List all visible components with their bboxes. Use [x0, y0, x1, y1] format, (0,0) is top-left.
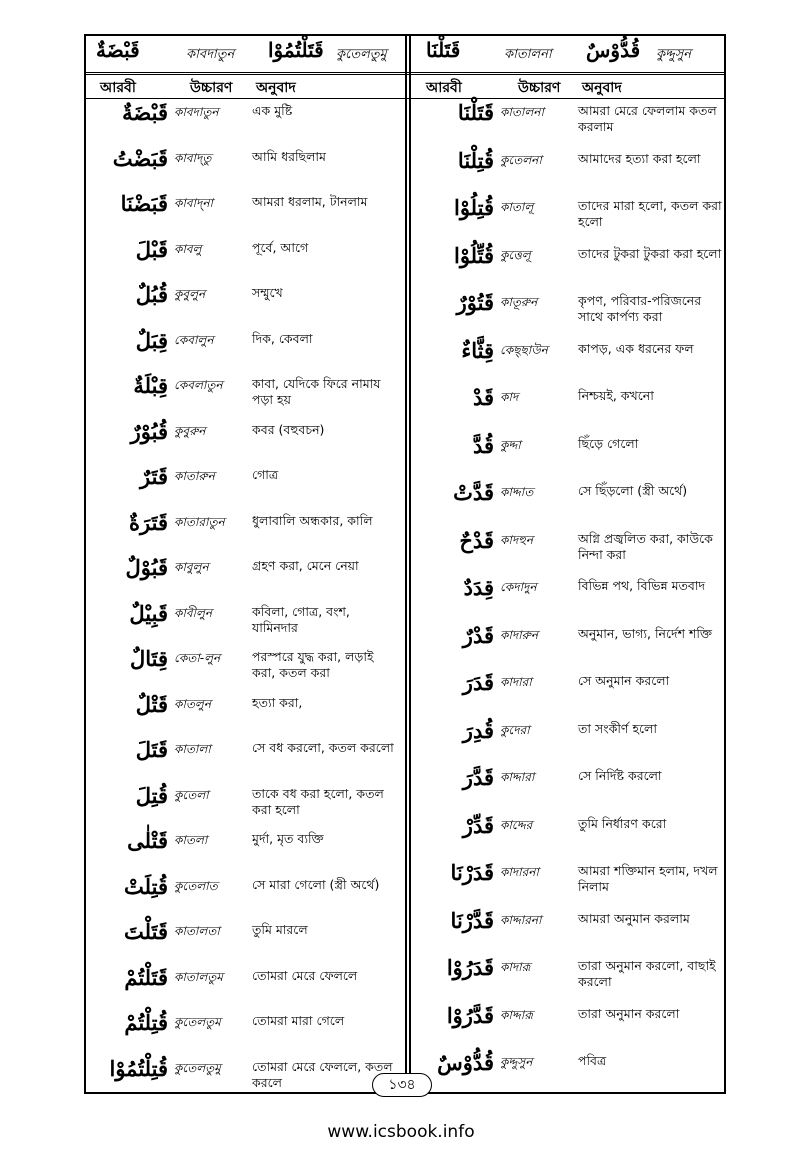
- entry-row: [412, 148, 728, 192]
- entry-row: [86, 1056, 402, 1100]
- header-arabic-2: قَتَلْتُمُوْا: [268, 38, 324, 62]
- entry-arabic-word: قَتُوْرٌ: [456, 290, 494, 315]
- entry-pronunciation: কাবলু: [174, 241, 202, 256]
- entry-row: [412, 955, 728, 999]
- entry-pronunciation: কুতেলতুম: [174, 1015, 221, 1029]
- entry-pronunciation: কাতূরুন: [500, 295, 538, 309]
- entry-row: [86, 919, 402, 963]
- entry-row: [412, 433, 728, 477]
- col-head-pron-left: উচ্চারণ: [190, 80, 233, 96]
- entry-row: [412, 243, 728, 287]
- entry-pronunciation: কুতেলা: [174, 787, 209, 802]
- entry-arabic-word: قَبُوْلٌ: [125, 555, 168, 580]
- entry-meaning: তোমরা মেরে ফেললে: [252, 967, 358, 983]
- entry-row: [86, 464, 402, 508]
- entry-pronunciation: কাদারনা: [500, 865, 539, 879]
- entry-meaning: আমরা মেরে ফেললাম কতল করলাম: [578, 103, 717, 134]
- entry-row: [86, 737, 402, 781]
- entry-row: [412, 765, 728, 809]
- entry-meaning: আমি ধরছিলাম: [252, 148, 326, 164]
- entry-pronunciation: কাতলা: [174, 833, 208, 847]
- entry-arabic-word: قَتَرَةٌ: [129, 509, 168, 535]
- entry-arabic-word: قَتَلْنَا: [457, 100, 494, 125]
- entry-meaning: ধুলাবালি অন্ধকার, কালি: [252, 512, 373, 528]
- entry-row: [86, 373, 402, 417]
- entry-row: [86, 100, 402, 144]
- entry-pronunciation: কুতেলনা: [500, 152, 542, 167]
- entry-arabic-word: قَدْحٌ: [459, 527, 494, 553]
- entry-arabic-word: قُدِرَ: [462, 717, 494, 743]
- entry-row: [412, 480, 728, 524]
- entry-row: [86, 1010, 402, 1054]
- entry-meaning: সে নির্দিষ্ট করলো: [578, 768, 662, 783]
- col-head-arabic-right: আরবী: [426, 80, 462, 96]
- entry-pronunciation: কাদ্দের: [500, 817, 533, 832]
- entry-arabic-word: قَبَضْتُ: [112, 145, 168, 171]
- entry-arabic-word: قَدَرْنَا: [450, 860, 494, 885]
- page-number: ১৩৪: [372, 1073, 432, 1097]
- entry-row: [86, 646, 402, 690]
- entry-row: [86, 828, 402, 872]
- entry-row: [412, 718, 728, 762]
- entry-row: [86, 783, 402, 827]
- entry-pronunciation: কাতারুন: [174, 469, 215, 483]
- entry-meaning: আমরা অনুমান করলাম: [578, 910, 690, 926]
- entry-row: [86, 328, 402, 372]
- entry-arabic-word: قَدِّرْ: [462, 812, 494, 838]
- entry-arabic-word: قَتَرٌ: [140, 464, 168, 489]
- entry-arabic-word: قَبْلَ: [135, 236, 168, 262]
- entry-row: [412, 100, 728, 144]
- entry-arabic-word: قَدَّرَ: [462, 765, 494, 790]
- entry-pronunciation: কাতালনা: [500, 105, 544, 119]
- entry-pronunciation: কাদ্দাত: [500, 485, 534, 499]
- entry-pronunciation: কাদ্দারনা: [500, 912, 542, 927]
- entry-arabic-word: قَدْ: [472, 385, 494, 410]
- entry-meaning: ছিঁড়ে গেলো: [578, 435, 639, 451]
- entry-pronunciation: কুদ্দুসুন: [500, 1055, 533, 1069]
- footer-url: www.icsbook.info: [327, 1122, 475, 1142]
- entry-pronunciation: কেতা-লুন: [174, 651, 221, 665]
- entry-meaning: নিশ্চয়ই, কখনো: [578, 388, 654, 403]
- entry-meaning: অনুমান, ভাগ্য, নির্দেশ শক্তি: [578, 625, 713, 641]
- entry-arabic-word: قِتَالٌ: [129, 646, 168, 671]
- entry-row: [412, 623, 728, 667]
- entry-arabic-word: قِثَّاءٌ: [461, 337, 494, 363]
- entry-meaning: তাকে বধ করা হলো, কতল করা হলো: [252, 785, 384, 817]
- entry-meaning: অগ্নি প্রজ্বলিত করা, কাউকে নিন্দা করা: [578, 530, 713, 562]
- entry-pronunciation: কেবলাতুন: [174, 378, 223, 392]
- entry-meaning: কবর (বহুবচন): [252, 421, 325, 437]
- entry-row: [86, 510, 402, 554]
- entry-pronunciation: কুদ্দা: [500, 437, 521, 452]
- entry-row: [412, 385, 728, 429]
- entry-meaning: তুমি নির্ধারণ করো: [578, 815, 667, 831]
- header-pron-1: কাবদাতুন: [186, 47, 235, 62]
- entry-row: [412, 1050, 728, 1094]
- entry-pronunciation: কাতালতা: [174, 924, 220, 938]
- entry-row: [86, 237, 402, 281]
- entry-pronunciation: কাদারুন: [500, 627, 539, 642]
- entry-row: [86, 282, 402, 326]
- entry-pronunciation: কাবদাতুন: [174, 105, 219, 119]
- entry-arabic-word: قَتَلْتَ: [124, 919, 168, 944]
- entry-pronunciation: কাবাদ্তু: [174, 150, 212, 165]
- entry-meaning: সে অনুমান করলো: [578, 673, 670, 688]
- entry-arabic-word: قُبُوْرٌ: [130, 418, 168, 444]
- entry-pronunciation: কাদহুন: [500, 532, 534, 547]
- col-head-meaning-right: অনুবাদ: [582, 80, 622, 96]
- entry-pronunciation: কুবুলুন: [174, 287, 206, 301]
- entry-meaning: পবিত্র: [578, 1053, 607, 1068]
- entry-arabic-word: قُتِلَتْ: [124, 873, 168, 899]
- entry-meaning: এক মুষ্টি: [252, 103, 293, 118]
- entry-meaning: কাপড়, এক ধরনের ফল: [578, 340, 694, 356]
- header-pron-2: কুতেলতুমু: [336, 47, 387, 62]
- entry-row: [86, 692, 402, 736]
- entry-pronunciation: কাবাদ্‌না: [174, 196, 213, 210]
- entry-meaning: তাদের মারা হলো, কতল করা হলো: [578, 198, 722, 229]
- entry-row: [86, 419, 402, 463]
- entry-meaning: কাবা, যেদিকে ফিরে নামায পড়া হয়: [252, 376, 381, 407]
- entry-row: [86, 146, 402, 190]
- entry-row: [412, 1003, 728, 1047]
- entry-arabic-word: قُبُلٌ: [135, 282, 168, 307]
- entry-arabic-word: قَتَلَ: [135, 737, 168, 762]
- entry-meaning: গোত্র: [252, 467, 279, 482]
- entry-pronunciation: কাবীলুন: [174, 605, 213, 620]
- entry-row: [86, 874, 402, 918]
- entry-row: [86, 601, 402, 645]
- column-divider: [405, 36, 411, 1092]
- entry-arabic-word: قَدَّتْ: [453, 480, 494, 505]
- entry-pronunciation: কাদ: [500, 390, 519, 404]
- entry-meaning: সম্মুখে: [252, 285, 283, 300]
- entry-pronunciation: কাতালতুম: [174, 969, 223, 984]
- col-head-arabic-left: আরবী: [100, 80, 136, 96]
- entry-pronunciation: কেছ্‌ছাউন: [500, 342, 548, 357]
- entry-meaning: সে মারা গেলো (স্ত্রী অর্থে): [252, 876, 380, 892]
- entry-pronunciation: কাতলুন: [174, 696, 211, 711]
- entry-arabic-word: قَدَرُوْا: [446, 955, 494, 980]
- entry-arabic-word: قَبِيْلٌ: [129, 600, 168, 626]
- entry-arabic-word: قِبَلٌ: [135, 327, 168, 353]
- entry-pronunciation: কাতারাতুন: [174, 514, 225, 529]
- col-head-meaning-left: অনুবাদ: [256, 80, 296, 96]
- entry-pronunciation: কাদ্দারা: [500, 770, 535, 784]
- entry-meaning: তোমরা মেরে ফেললে, কতল করলে: [252, 1058, 393, 1090]
- entry-arabic-word: قَتْلٰى: [127, 828, 168, 853]
- entry-row: [412, 670, 728, 714]
- entry-arabic-word: قَتْلٌ: [135, 691, 168, 717]
- entry-row: [86, 191, 402, 235]
- entry-pronunciation: কাতালূ: [500, 200, 534, 214]
- col-head-pron-right: উচ্চারণ: [518, 80, 561, 96]
- entry-meaning: পরস্পরে যুদ্ধ করা, লড়াই করা, কতল করা: [252, 649, 374, 680]
- entry-arabic-word: قُتِلْتُمْ: [124, 1010, 168, 1035]
- entry-meaning: সে ছিঁড়লো (স্ত্রী অর্থে): [578, 483, 688, 498]
- entry-arabic-word: قُتِلَ: [135, 782, 168, 808]
- entry-meaning: তোমরা মারা গেলে: [252, 1013, 345, 1028]
- entry-pronunciation: কুতেলতুমু: [174, 1060, 221, 1075]
- header-arabic-4: قُدُّوْسٌ: [586, 38, 641, 62]
- entry-pronunciation: কুতেলাত: [174, 878, 218, 893]
- entry-arabic-word: قَبَضْنَا: [120, 191, 168, 216]
- entry-pronunciation: কাদারূ: [500, 960, 531, 974]
- entry-pronunciation: কাতালা: [174, 742, 211, 756]
- entry-meaning: হত্যা করা,: [252, 694, 303, 710]
- entry-arabic-word: قُتِلْتُمُوْا: [109, 1055, 168, 1081]
- entry-row: [412, 908, 728, 952]
- entry-arabic-word: قَدَّرْنَا: [450, 907, 494, 933]
- entry-row: [412, 575, 728, 619]
- entry-meaning: তুমি মারলে: [252, 922, 308, 937]
- entry-row: [412, 290, 728, 334]
- entry-meaning: পূর্বে, আগে: [252, 239, 309, 255]
- entry-arabic-word: قَبْضَةٌ: [122, 100, 168, 125]
- entry-row: [412, 860, 728, 904]
- header-pron-3: কাতালনা: [504, 47, 552, 62]
- entry-pronunciation: কেদাদুন: [500, 580, 537, 594]
- entry-arabic-word: قِدَدٌ: [463, 575, 494, 600]
- entry-arabic-word: قَدَّرُوْا: [446, 1002, 494, 1028]
- entry-meaning: দিক, কেবলা: [252, 330, 313, 346]
- header-pron-4: কুদ্দুসুন: [656, 47, 692, 62]
- entry-meaning: মুর্দা, মৃত ব্যক্তি: [252, 831, 324, 846]
- entry-arabic-word: قَدْرٌ: [462, 622, 494, 648]
- entry-row: [412, 813, 728, 857]
- entry-row: [412, 195, 728, 239]
- entry-meaning: আমরা শক্তিমান হলাম, দখল নিলাম: [578, 863, 718, 894]
- entry-meaning: সে বধ করলো, কতল করলো: [252, 740, 394, 755]
- entry-meaning: তারা অনুমান করলো: [578, 1005, 680, 1021]
- entry-pronunciation: কেবালুন: [174, 332, 214, 347]
- entry-meaning: তাদের টুকরা টুকরা করা হলো: [578, 245, 722, 261]
- entry-meaning: আমরা ধরলাম, টানলাম: [252, 194, 368, 209]
- entry-row: [86, 555, 402, 599]
- entry-meaning: কবিলা, গোত্র, বংশ, যামিনদার: [252, 603, 350, 635]
- entry-meaning: তারা অনুমান করলো, বাছাই করলো: [578, 958, 716, 989]
- entry-meaning: তা সংকীর্ণ হলো: [578, 720, 657, 736]
- entry-pronunciation: কুত্তেলূ: [500, 247, 531, 262]
- entry-meaning: গ্রহণ করা, মেনে নেয়া: [252, 558, 359, 573]
- header-arabic-1: قَبْضَةٌ: [96, 38, 140, 62]
- entry-pronunciation: কুবুরুন: [174, 423, 206, 438]
- entry-pronunciation: কাবুলুন: [174, 560, 209, 574]
- entry-meaning: বিভিন্ন পথ, বিভিন্ন মতবাদ: [578, 578, 706, 593]
- header-arabic-3: قَتَلْنَا: [426, 38, 461, 62]
- entry-arabic-word: قُتِلُوْا: [453, 195, 494, 220]
- entry-row: [86, 965, 402, 1009]
- entry-arabic-word: قُتِّلُوْا: [453, 242, 494, 268]
- entry-arabic-word: قُتِلْنَا: [457, 147, 494, 173]
- entry-arabic-word: قُدُّوْسٌ: [437, 1050, 494, 1075]
- entry-row: [412, 528, 728, 572]
- entry-pronunciation: কুদেরা: [500, 722, 530, 737]
- entry-row: [412, 338, 728, 382]
- entry-pronunciation: কাদারা: [500, 675, 532, 689]
- entry-arabic-word: قَتَلْتُمْ: [124, 964, 168, 990]
- entry-arabic-word: قِبْلَةٌ: [133, 373, 168, 398]
- entry-pronunciation: কাদ্দারূ: [500, 1007, 533, 1022]
- entry-meaning: কৃপণ, পরিবার-পরিজনের সাথে কার্পণ্য করা: [578, 293, 702, 324]
- dictionary-page-frame: [84, 34, 726, 1094]
- entry-meaning: আমাদের হত্যা করা হলো: [578, 150, 701, 166]
- entry-arabic-word: قَدَرَ: [462, 670, 494, 695]
- entry-arabic-word: قُدَّ: [472, 432, 494, 458]
